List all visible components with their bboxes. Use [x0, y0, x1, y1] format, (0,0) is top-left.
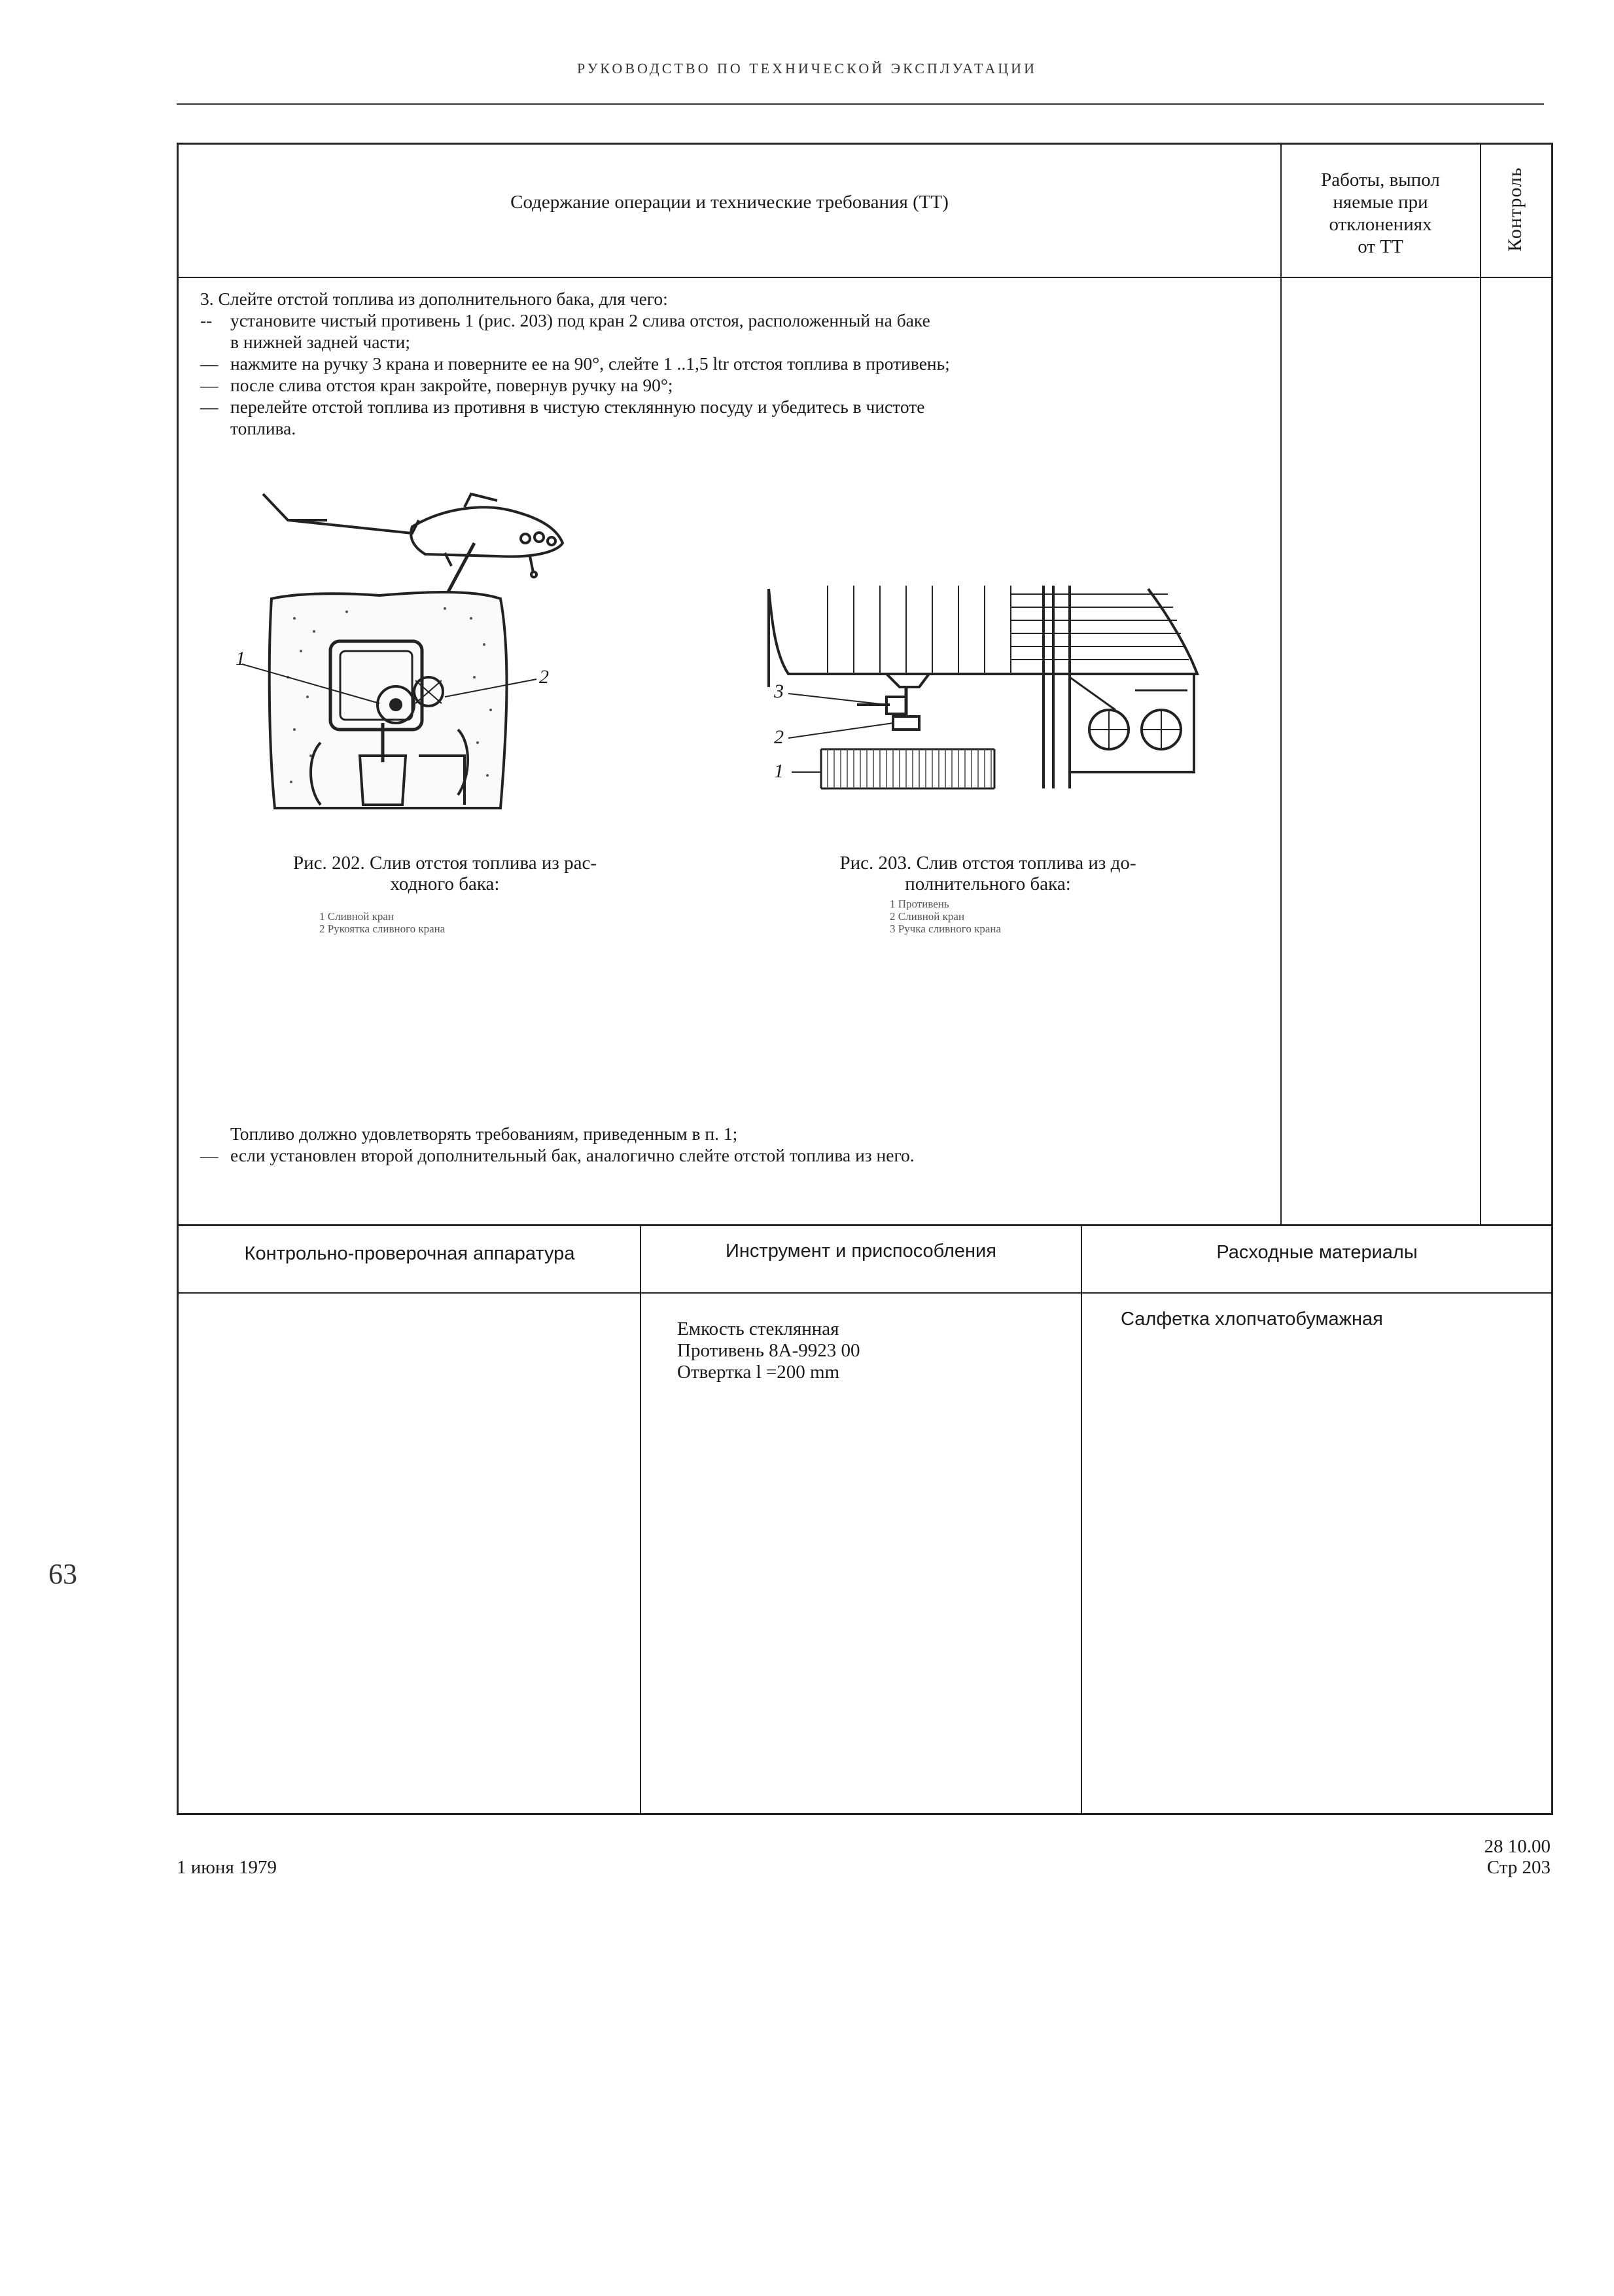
figure-203-drawing — [769, 576, 1214, 792]
table-right-border — [1551, 143, 1553, 1815]
fig202-callout-1: 1 — [236, 648, 245, 669]
margin-note: 63 — [48, 1558, 77, 1590]
list-item: Отвертка l =200 mm — [677, 1362, 840, 1383]
manual-title: РУКОВОДСТВО ПО ТЕХНИЧЕСКОЙ ЭКСПЛУАТАЦИИ — [577, 60, 1037, 77]
header-operation-content: Содержание операции и технические требования (ТТ) — [510, 192, 949, 213]
table-left-border — [177, 143, 179, 1815]
col-divider-1 — [1280, 143, 1282, 1226]
header-separator — [177, 277, 1553, 278]
footer-date: 1 июня 1979 — [177, 1857, 277, 1878]
materials-col-divider-1 — [640, 1224, 641, 1813]
fig203-callout-3: 3 — [774, 680, 784, 702]
step-heading: 3. Слейте отстой топлива из дополнительного бака, для чего: — [200, 289, 668, 309]
table-top-border — [177, 143, 1553, 145]
header-consumables: Расходные материалы — [1216, 1242, 1418, 1263]
materials-col-divider-2 — [1081, 1224, 1082, 1813]
requirement-line: Топливо должно удовлетворять требованиям, приведенным в п. 1; — [230, 1123, 738, 1144]
materials-header-rule — [177, 1292, 1553, 1294]
fig203-callout-1: 1 — [774, 760, 784, 782]
step-item: — нажмите на ручку 3 крана и поверните ее на 90°, слейте 1 ..1,5 ltr отстоя топлива в противень; — [200, 353, 950, 374]
step-item: — перелейте отстой топлива из противня в чистую стеклянную посуду и убедитесь в чистоте топлива. — [200, 397, 925, 438]
figure-202-legend: 1 Сливной кран 2 Рукоятка сливного крана — [319, 910, 446, 935]
fig202-callout-2: 2 — [539, 666, 549, 688]
list-item: Салфетка хлопчатобумажная — [1121, 1309, 1383, 1330]
tools-list — [677, 1318, 860, 1383]
step-item: -- установите чистый противень 1 (рис. 203) под кран 2 слива отстоя, расположенный на баке в нижней задней части; — [200, 310, 930, 352]
step-3-instructions — [200, 288, 1260, 439]
col-divider-2 — [1480, 143, 1481, 1226]
header-tools: Инструмент и приспособления — [726, 1241, 996, 1262]
materials-top-rule — [177, 1224, 1553, 1226]
header-rule — [177, 103, 1544, 105]
consumables-list — [1121, 1309, 1383, 1330]
header-control: Контроль — [1504, 167, 1526, 252]
fig203-callout-2: 2 — [774, 726, 784, 748]
requirement-note: — если установлен второй дополнительный бак, аналогично слейте отстой топлива из него. — [200, 1145, 915, 1165]
figure-203-legend: 1 Противень 2 Сливной кран 3 Ручка сливного крана — [890, 898, 1002, 935]
figure-203-caption: Рис. 203. Слив отстоя топлива из до- полнительного бака: — [839, 853, 1136, 894]
step-item: — после слива отстоя кран закройте, повернув ручку на 90°; — [200, 375, 673, 395]
footer-doc-ref: 28 10.00 Стр 203 — [1484, 1836, 1551, 1878]
figure-202-drawing — [249, 481, 615, 821]
list-item: Противень 8А-9923 00 — [677, 1340, 860, 1361]
fuel-requirement — [200, 1123, 1260, 1166]
header-deviation-works: Работы, выпол няемые при отклонениях от ТТ — [1321, 169, 1440, 257]
header-test-equipment: Контрольно-проверочная аппаратура — [244, 1243, 575, 1264]
list-item: Емкость стеклянная — [677, 1318, 839, 1339]
figure-202-caption: Рис. 202. Слив отстоя топлива из рас- ходного бака: — [293, 853, 597, 894]
table-bottom-border — [177, 1813, 1553, 1815]
